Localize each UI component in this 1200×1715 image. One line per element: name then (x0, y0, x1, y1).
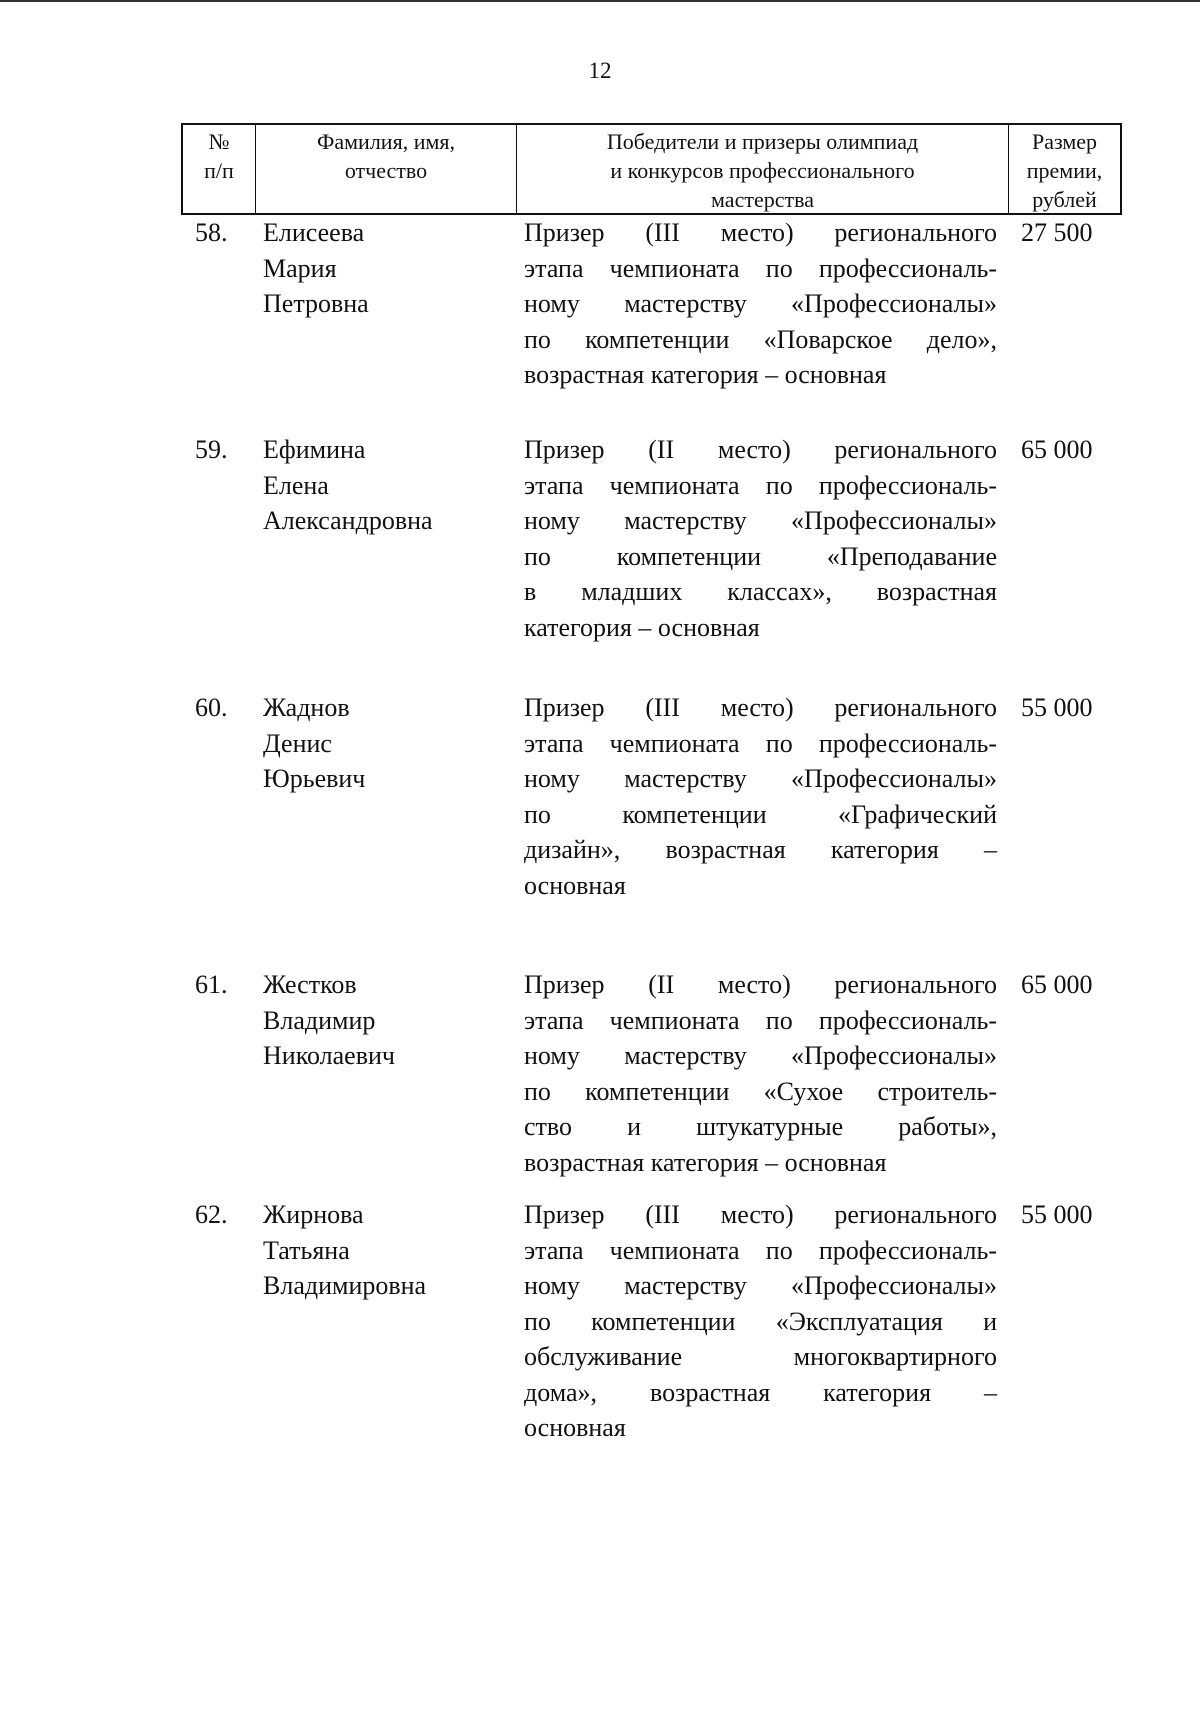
name-line: Ефимина (263, 435, 366, 464)
header-name-line: Фамилия, имя, (316, 129, 456, 154)
row-description (524, 967, 997, 1180)
header-number-line: п/п (204, 158, 234, 183)
description-line: ному мастерству «Профессионалы» (524, 289, 997, 318)
row-number: 59. (195, 435, 228, 464)
row-description (524, 215, 997, 393)
row-description (524, 1197, 997, 1446)
name-line: Елена (263, 470, 329, 500)
description-line: ство и штукатурные работы», (524, 1112, 997, 1141)
name-line: Владимир (263, 1005, 376, 1035)
description-line: Призер (III место) регионального (524, 693, 997, 722)
description-line: ному мастерству «Профессионалы» (524, 1271, 997, 1300)
row-prize: 55 000 (1021, 1200, 1093, 1229)
description-line: этапа чемпионата по профессиональ- (524, 1235, 997, 1265)
header-description (516, 125, 1008, 213)
name-line: Денис (263, 728, 332, 758)
description-line: категория – основная (524, 612, 760, 642)
header-description-line: мастерства (711, 187, 814, 212)
description-line: в младших классах», возрастная (524, 577, 997, 606)
row-prize: 65 000 (1021, 435, 1093, 464)
page-number: 12 (588, 58, 612, 83)
description-line: этапа чемпионата по профессиональ- (524, 470, 997, 500)
name-line: Петровна (263, 289, 369, 318)
description-line: обслуживание многоквартирного (524, 1342, 997, 1371)
name-line: Александровна (263, 506, 433, 535)
row-number: 62. (195, 1200, 228, 1229)
description-line: по компетенции «Преподавание (524, 541, 997, 571)
name-line: Жаднов (263, 693, 350, 722)
row-prize: 65 000 (1021, 970, 1093, 999)
description-line: дизайн», возрастная категория – (524, 835, 997, 864)
name-line: Юрьевич (263, 764, 366, 793)
row-name (263, 690, 513, 797)
row-number: 61. (195, 970, 228, 999)
name-line: Жирнова (263, 1200, 364, 1229)
row-name (263, 1197, 513, 1304)
row-name (263, 967, 513, 1074)
name-line: Владимировна (263, 1271, 427, 1300)
name-line: Татьяна (263, 1235, 350, 1265)
row-prize: 27 500 (1021, 218, 1093, 247)
description-line: возрастная категория – основная (524, 1147, 887, 1177)
name-line: Елисеева (263, 218, 365, 247)
description-line: основная (524, 1413, 626, 1442)
description-line: дома», возрастная категория – (524, 1377, 997, 1407)
top-scan-rule (0, 0, 1200, 2)
row-description (524, 432, 997, 645)
header-description-line: Победители и призеры олимпиад (606, 129, 919, 154)
header-name-line: отчество (344, 158, 428, 183)
description-line: ному мастерству «Профессионалы» (524, 506, 997, 535)
description-line: этапа чемпионата по профессиональ- (524, 728, 997, 758)
header-prize-line: рублей (1032, 187, 1097, 212)
header-prize-line: Размер (1031, 129, 1098, 154)
row-number: 58. (195, 218, 228, 247)
description-line: по компетенции «Поварское дело», (524, 324, 997, 354)
header-prize (1008, 125, 1120, 213)
description-line: Призер (II место) регионального (524, 970, 997, 999)
header-number (183, 125, 255, 213)
row-number: 60. (195, 693, 228, 722)
description-line: ному мастерству «Профессионалы» (524, 1041, 997, 1070)
table-header (181, 123, 1122, 215)
row-description (524, 690, 997, 903)
description-line: основная (524, 870, 626, 900)
header-description-line: и конкурсов профессионального (610, 158, 915, 183)
header-number-line: № (208, 129, 230, 154)
description-line: по компетенции «Эксплуатация и (524, 1306, 997, 1336)
description-line: по компетенции «Графический (524, 799, 997, 829)
description-line: Призер (III место) регионального (524, 218, 997, 247)
header-prize-line: премии, (1026, 158, 1103, 183)
description-line: ному мастерству «Профессионалы» (524, 764, 997, 793)
description-line: этапа чемпионата по профессиональ- (524, 1005, 997, 1035)
name-line: Мария (263, 253, 337, 283)
description-line: Призер (II место) регионального (524, 435, 997, 464)
description-line: Призер (III место) регионального (524, 1200, 997, 1229)
name-line: Жестков (263, 970, 357, 999)
description-line: возрастная категория – основная (524, 360, 887, 389)
description-line: по компетенции «Сухое строитель- (524, 1076, 997, 1106)
row-name (263, 432, 513, 539)
header-name (255, 125, 516, 213)
name-line: Николаевич (263, 1041, 395, 1070)
row-prize: 55 000 (1021, 693, 1093, 722)
description-line: этапа чемпионата по профессиональ- (524, 253, 997, 283)
row-name (263, 215, 513, 322)
